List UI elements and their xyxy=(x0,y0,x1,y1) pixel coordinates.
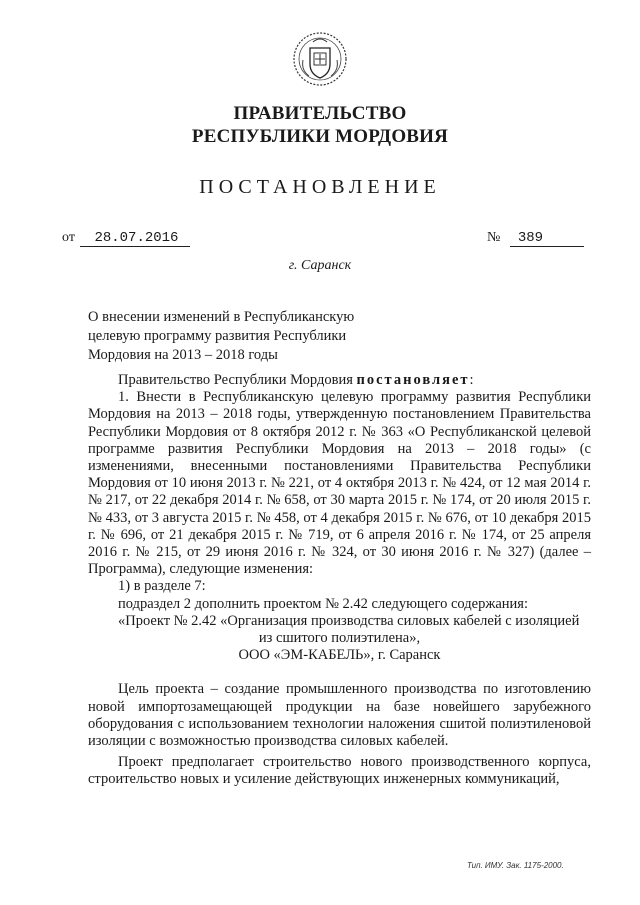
date-label: от xyxy=(62,230,75,245)
city: г. Саранск xyxy=(288,258,352,273)
intro-decree-word: постановляет xyxy=(356,372,470,388)
coat-of-arms-emblem xyxy=(291,30,349,88)
project-assumes-paragraph: Проект предполагает строительство нового производственного корпуса, строительство новых и усиление действующих инженерных коммуникаций, xyxy=(88,754,591,788)
point-1-paragraph: 1. Внести в Республиканскую целевую программу развития Республики Мордовия на 2013 – 2018 годы, утвержденную постановлением Правительства Республики Мордовия от 8 октября 2012 г. № 363 «О Республиканской целевой программе развития Республики Мордовия на 2013 – 2018 годы» (с изменениями, внесенными постановлениями Правительства Республики Мордовия от 10 июня 2013 г. № 221, от 4 октября 2013 г. № 424, от 12 мая 2014 г. № 217, от 22 декабря 2014 г. № 658, от 30 марта 2015 г. № 174, от 20 июля 2015 г. № 433, от 3 августа 2015 г. № 458, от 4 декабря 2015 г. № 676, от 10 декабря 2015 г. № 696, от 21 декабря 2015 г. № 719, от 6 апреля 2016 г. № 174, от 25 апреля 2016 г. № 215, от 29 июня 2016 г. № 324, от 30 июня 2016 г. № 327) (далее – Программа), следующие изменения: xyxy=(88,389,591,578)
government-title-line2: РЕСПУБЛИКИ МОРДОВИЯ xyxy=(191,126,449,147)
document-subject: О внесении изменений в Республиканскую целевую программу развития Республики Мордовия на 2013 – 2018 годы xyxy=(88,309,355,363)
number-line xyxy=(487,230,584,247)
date-line xyxy=(62,230,190,247)
government-title-line1: ПРАВИТЕЛЬСТВО xyxy=(233,103,407,124)
subpoint-2-paragraph: подраздел 2 дополнить проектом № 2.42 следующего содержания: xyxy=(118,595,528,612)
project-title-line1: «Проект № 2.42 «Организация производства силовых кабелей с изоляцией xyxy=(118,612,580,629)
project-title-line3: ООО «ЭМ-КАБЕЛЬ», г. Саранск xyxy=(238,647,441,664)
date-value: 28.07.2016 xyxy=(80,230,190,247)
document-type-title: ПОСТАНОВЛЕНИЕ xyxy=(199,176,441,198)
intro-end: : xyxy=(469,372,474,388)
intro-paragraph xyxy=(88,372,591,389)
document-body xyxy=(88,372,591,789)
intro-text: Правительство Республики Мордовия xyxy=(118,372,357,388)
print-footer: Тип. ИМУ. Зак. 1175-2000. xyxy=(467,861,564,870)
subpoint-1-paragraph: 1) в разделе 7: xyxy=(118,578,206,595)
number-value: 389 xyxy=(510,230,584,247)
number-label: № xyxy=(487,230,501,245)
project-goal-paragraph: Цель проекта – создание промышленного производства по изготовлению новой импортозамещающей продукции на базе новейшего зарубежного оборудования с использованием технологии наложения сшитой полиэтиленовой изоляции с возможностью производства силовых кабелей. xyxy=(88,681,591,750)
project-title-line2: из сшитого полиэтилена», xyxy=(258,630,421,647)
